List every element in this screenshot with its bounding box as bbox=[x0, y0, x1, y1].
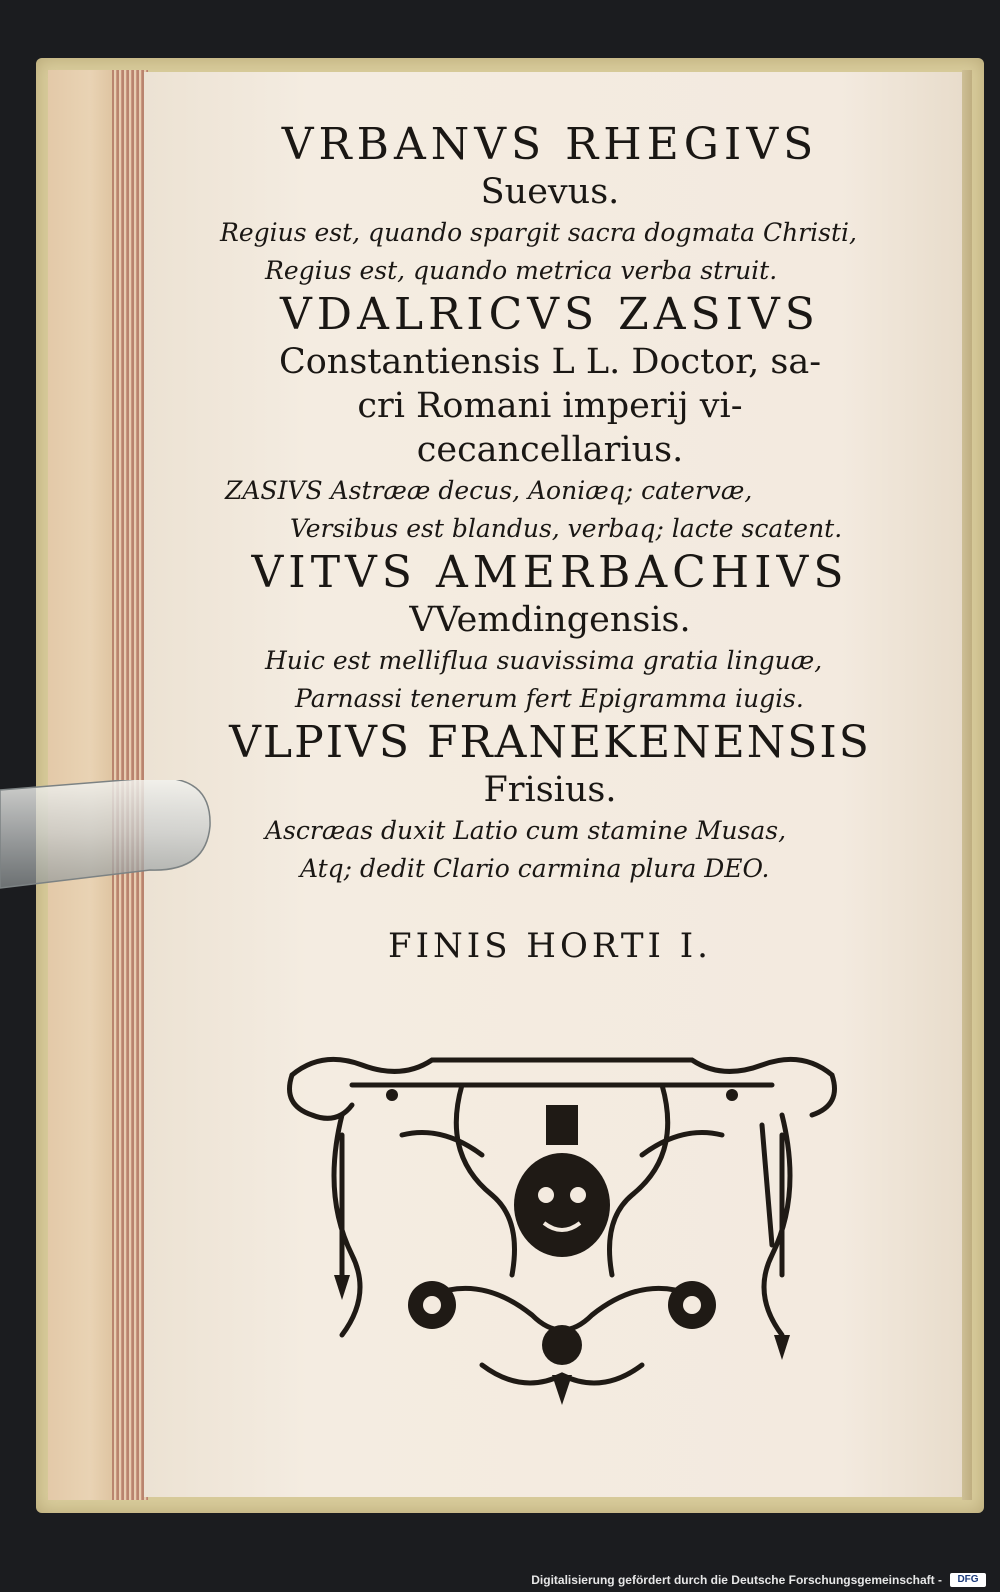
page-text bbox=[150, 120, 950, 968]
woodcut-ornament-icon bbox=[282, 1045, 842, 1415]
verse-line: Regius est, quando spargit sacra dogmata Christi, bbox=[220, 218, 857, 247]
page-clip-icon bbox=[0, 780, 212, 890]
verse-line: Regius est, quando metrica verba struit. bbox=[265, 256, 778, 285]
verse-line: Parnassi tenerum fert Epigramma iugis. bbox=[295, 684, 804, 713]
dfg-logo: DFG bbox=[950, 1573, 986, 1587]
entry-name: VLPIVS FRANEKENENSIS bbox=[229, 717, 871, 768]
entry-subtitle-line: cri Romani imperij vi- bbox=[357, 386, 743, 426]
closing-line: FINIS HORTI I. bbox=[388, 926, 712, 966]
verse-line: Ascræas duxit Latio cum stamine Musas, bbox=[265, 816, 787, 845]
entry-rhegius bbox=[150, 120, 950, 290]
page-right-edge bbox=[962, 70, 972, 1500]
entry-ulpius bbox=[150, 718, 950, 888]
verse-line: Huic est melliflua suavissima gratia linguæ, bbox=[265, 646, 823, 675]
entry-name: VDALRICVS ZASIVS bbox=[280, 289, 820, 340]
footer-credit: Digitalisierung gefördert durch die Deutsche Forschungsgemeinschaft - bbox=[531, 1573, 942, 1587]
verse-line: Atq; dedit Clario carmina plura DEO. bbox=[300, 854, 770, 883]
entry-name: VRBANVS RHEGIVS bbox=[281, 119, 819, 170]
entry-subtitle-line: cecancellarius. bbox=[416, 430, 684, 470]
entry-zasius bbox=[150, 290, 950, 548]
entry-amerbachius bbox=[150, 548, 950, 718]
footer-bar bbox=[0, 1566, 1000, 1592]
entry-name: VITVS AMERBACHIVS bbox=[251, 547, 849, 598]
verse-line: Versibus est blandus, verbaq; lacte scatent. bbox=[290, 514, 843, 543]
entry-subtitle-line: Constantiensis L L. Doctor, sa- bbox=[278, 342, 822, 382]
verse-line: ZASIVS Astrææ decus, Aoniæq; catervæ, bbox=[225, 476, 753, 505]
entry-subtitle: Frisius. bbox=[483, 770, 617, 810]
entry-subtitle: VVemdingensis. bbox=[409, 600, 691, 640]
entry-subtitle: Suevus. bbox=[480, 172, 620, 212]
